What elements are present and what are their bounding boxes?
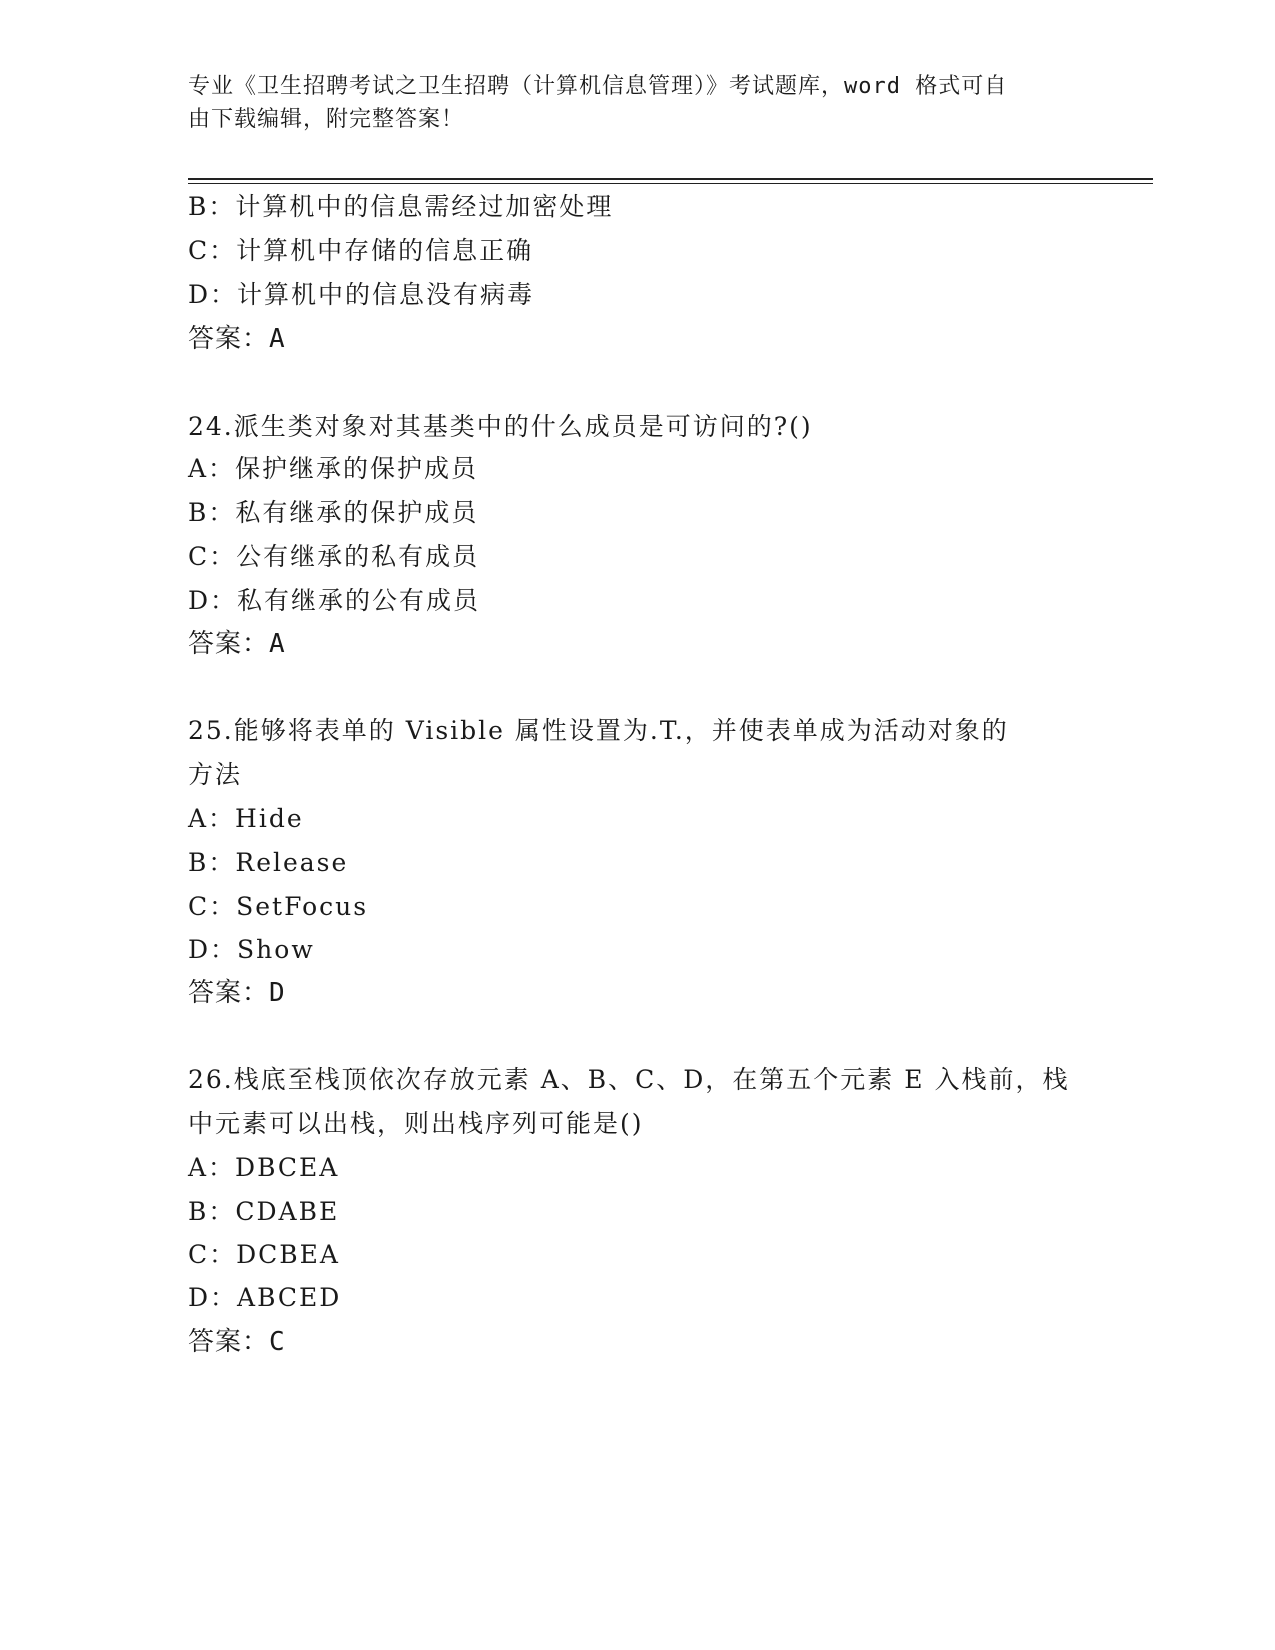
q25-answer: 答案：D <box>188 978 286 1008</box>
q24-option-a: A：保护继承的保护成员 <box>188 454 479 483</box>
q24-option-c: C：公有继承的私有成员 <box>188 542 480 571</box>
q26-option-d: D：ABCED <box>188 1283 342 1312</box>
header-divider-thick <box>188 178 1153 180</box>
q25-stem-line-2: 方法 <box>188 760 243 789</box>
q25-option-d: D：Show <box>188 935 315 964</box>
q24-option-b: B：私有继承的保护成员 <box>188 498 479 527</box>
q25-option-b: B：Release <box>188 848 349 877</box>
q26-stem-line-1: 26.栈底至栈顶依次存放元素 A、B、C、D，在第五个元素 E 入栈前，栈 <box>188 1065 1070 1094</box>
q26-option-b: B：CDABE <box>188 1197 340 1226</box>
q26-stem-line-2: 中元素可以出栈，则出栈序列可能是() <box>188 1109 644 1138</box>
q23-option-b: B：计算机中的信息需经过加密处理 <box>188 192 614 221</box>
intro-line-1: 专业《卫生招聘考试之卫生招聘（计算机信息管理）》考试题库，word 格式可自 <box>188 74 1008 99</box>
q23-option-d: D：计算机中的信息没有病毒 <box>188 280 535 309</box>
q23-answer: 答案：A <box>188 324 286 354</box>
q25-option-a: A：Hide <box>188 804 304 833</box>
q23-option-c: C：计算机中存储的信息正确 <box>188 236 534 265</box>
q26-option-c: C：DCBEA <box>188 1240 340 1269</box>
header-divider-thin <box>188 183 1153 184</box>
intro-line-2: 由下载编辑，附完整答案！ <box>188 107 465 132</box>
q24-stem: 24.派生类对象对其基类中的什么成员是可访问的?() <box>188 412 813 441</box>
q26-option-a: A：DBCEA <box>188 1153 340 1182</box>
document-intro <box>188 70 1068 136</box>
q26-answer: 答案：C <box>188 1327 286 1357</box>
q25-stem-line-1: 25.能够将表单的 Visible 属性设置为.T.，并使表单成为活动对象的 <box>188 716 1009 745</box>
q24-option-d: D：私有继承的公有成员 <box>188 586 481 615</box>
q25-option-c: C：SetFocus <box>188 892 369 921</box>
q24-answer: 答案：A <box>188 629 286 659</box>
